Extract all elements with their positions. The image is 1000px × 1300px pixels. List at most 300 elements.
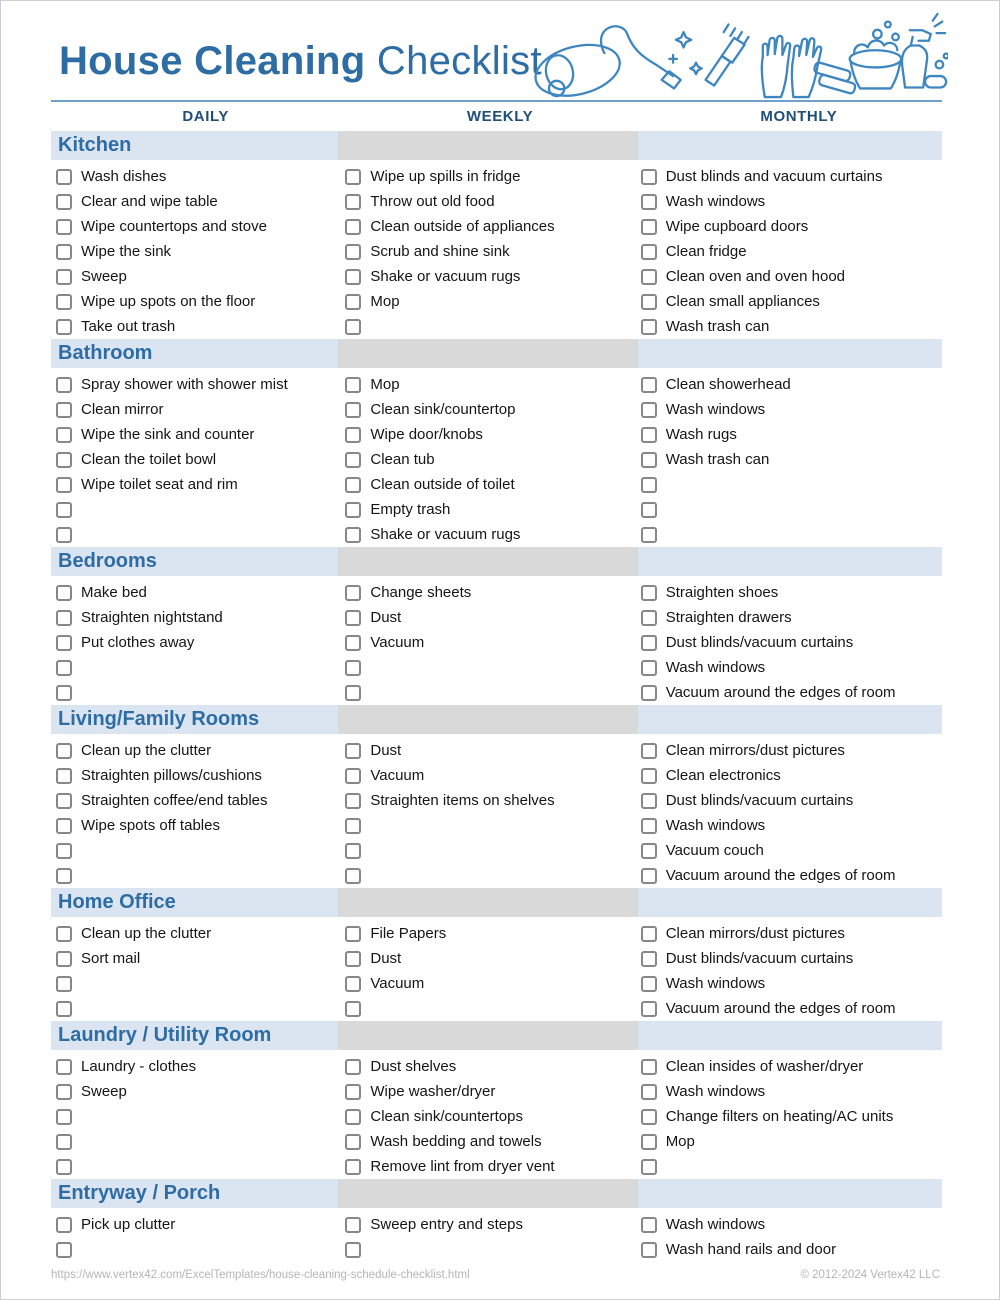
item-label: Wash trash can <box>665 318 770 335</box>
checkbox[interactable] <box>345 818 361 834</box>
checklist-item <box>56 1237 338 1262</box>
checklist-item <box>56 1054 338 1079</box>
checkbox[interactable] <box>641 402 657 418</box>
checklist-item <box>641 264 942 289</box>
checklist-item <box>345 630 637 655</box>
section-entryway-porch <box>51 1179 942 1262</box>
checkbox[interactable] <box>56 1001 72 1017</box>
checklist-item <box>641 372 942 397</box>
section-title: Home Office <box>58 891 176 913</box>
checkbox[interactable] <box>641 951 657 967</box>
checkbox[interactable] <box>345 1159 361 1175</box>
checklist-item <box>56 763 338 788</box>
item-label: Take out trash <box>81 318 176 335</box>
section-header-band <box>51 705 942 734</box>
checkbox[interactable] <box>345 319 361 335</box>
checkbox[interactable] <box>641 1001 657 1017</box>
checkbox[interactable] <box>641 926 657 942</box>
column-monthly <box>638 372 942 547</box>
checkbox[interactable] <box>56 1242 72 1258</box>
checkbox[interactable] <box>345 843 361 859</box>
checklist-item <box>345 1104 637 1129</box>
page-title-bold: House Cleaning <box>59 39 366 83</box>
checkbox[interactable] <box>345 219 361 235</box>
checklist-item <box>56 289 338 314</box>
item-label: Remove lint from dryer vent <box>370 1158 555 1175</box>
item-label: Pick up clutter <box>81 1216 176 1233</box>
item-label: Straighten pillows/cushions <box>81 767 262 784</box>
checkbox[interactable] <box>345 685 361 701</box>
checkbox[interactable] <box>641 585 657 601</box>
item-label: Straighten nightstand <box>81 609 223 626</box>
checklist-item <box>345 497 637 522</box>
checklist-item <box>641 314 942 339</box>
column-monthly <box>638 738 942 888</box>
item-label: Wipe up spills in fridge <box>370 168 521 185</box>
section-columns <box>51 734 942 888</box>
checklist-item <box>641 655 942 680</box>
checkbox[interactable] <box>56 1059 72 1075</box>
checkbox[interactable] <box>56 1217 72 1233</box>
item-label: Straighten drawers <box>665 609 792 626</box>
item-label: Wipe up spots on the floor <box>81 293 256 310</box>
checklist-item <box>56 630 338 655</box>
item-label: Mop <box>370 376 400 393</box>
checklist-item <box>345 946 637 971</box>
column-daily <box>51 921 338 1021</box>
checkbox[interactable] <box>56 452 72 468</box>
checkbox[interactable] <box>56 244 72 260</box>
checkbox[interactable] <box>641 743 657 759</box>
checklist-item <box>641 289 942 314</box>
checkbox[interactable] <box>56 660 72 676</box>
checkbox[interactable] <box>56 685 72 701</box>
checklist-item <box>56 738 338 763</box>
checkbox[interactable] <box>345 660 361 676</box>
item-label: Clean fridge <box>665 243 747 260</box>
checkbox[interactable] <box>641 610 657 626</box>
item-label: Wipe cupboard doors <box>665 218 809 235</box>
checkbox[interactable] <box>345 585 361 601</box>
item-label: Wipe the sink and counter <box>81 426 255 443</box>
checkbox[interactable] <box>641 194 657 210</box>
checkbox[interactable] <box>345 1001 361 1017</box>
checkbox[interactable] <box>56 377 72 393</box>
checklist-item <box>345 971 637 996</box>
checklist-item <box>641 838 942 863</box>
checklist-item <box>641 1054 942 1079</box>
item-label: Make bed <box>81 584 147 601</box>
item-label: Clean mirror <box>81 401 164 418</box>
checkbox[interactable] <box>641 502 657 518</box>
checklist-item <box>345 813 637 838</box>
checklist-item <box>345 763 637 788</box>
checkbox[interactable] <box>345 976 361 992</box>
checklist-item <box>56 580 338 605</box>
checkbox[interactable] <box>641 660 657 676</box>
checkbox[interactable] <box>641 793 657 809</box>
item-label: Straighten coffee/end tables <box>81 792 268 809</box>
checkbox[interactable] <box>56 868 72 884</box>
item-label: Dust <box>370 742 402 759</box>
checklist-item <box>345 996 637 1021</box>
checkbox[interactable] <box>641 685 657 701</box>
column-daily <box>51 580 338 705</box>
checklist-item <box>641 971 942 996</box>
checklist-item <box>56 372 338 397</box>
checkbox[interactable] <box>641 319 657 335</box>
checkbox[interactable] <box>641 427 657 443</box>
item-label: Clean up the clutter <box>81 925 212 942</box>
section-header-band <box>51 339 942 368</box>
checkbox[interactable] <box>641 452 657 468</box>
checkbox[interactable] <box>641 1109 657 1125</box>
checklist-item <box>56 1129 338 1154</box>
item-label: Spray shower with shower mist <box>81 376 288 393</box>
checklist-item <box>641 214 942 239</box>
checkbox[interactable] <box>56 610 72 626</box>
checkbox[interactable] <box>641 294 657 310</box>
checkbox[interactable] <box>56 527 72 543</box>
item-label: Clean the toilet bowl <box>81 451 217 468</box>
item-label: Wash windows <box>665 975 766 992</box>
checkbox[interactable] <box>56 843 72 859</box>
checklist-item <box>56 813 338 838</box>
item-label: Clean mirrors/dust pictures <box>665 742 845 759</box>
section-title-cell <box>51 1179 338 1208</box>
section-columns <box>51 1208 942 1262</box>
item-label: Clean outside of appliances <box>370 218 555 235</box>
checkbox[interactable] <box>56 793 72 809</box>
section-title: Laundry / Utility Room <box>58 1024 272 1046</box>
column-daily <box>51 1212 338 1262</box>
item-label: Vacuum <box>370 767 425 784</box>
checkbox[interactable] <box>641 1059 657 1075</box>
checkbox[interactable] <box>56 743 72 759</box>
checkbox[interactable] <box>56 1084 72 1100</box>
item-label: Wipe washer/dryer <box>370 1083 496 1100</box>
checkbox[interactable] <box>345 1059 361 1075</box>
checkbox[interactable] <box>56 1109 72 1125</box>
checklist-item <box>641 1129 942 1154</box>
band-cell-weekly <box>338 547 637 576</box>
item-label: Wash windows <box>665 401 766 418</box>
section-title: Living/Family Rooms <box>58 708 260 730</box>
item-label: Dust blinds/vacuum curtains <box>665 950 854 967</box>
band-cell-weekly <box>338 339 637 368</box>
item-label: Wipe countertops and stove <box>81 218 267 235</box>
checkbox[interactable] <box>345 610 361 626</box>
checklist-item <box>56 1154 338 1179</box>
column-weekly <box>338 164 637 339</box>
item-label: Laundry - clothes <box>81 1058 197 1075</box>
column-weekly <box>338 1054 637 1179</box>
checkbox[interactable] <box>641 377 657 393</box>
checkbox[interactable] <box>345 269 361 285</box>
checklist-item <box>641 921 942 946</box>
checklist-item <box>641 1237 942 1262</box>
item-label: Change filters on heating/AC units <box>665 1108 894 1125</box>
item-label: Clean electronics <box>665 767 781 784</box>
item-label: Wash windows <box>665 817 766 834</box>
item-label: Wash hand rails and door <box>665 1241 837 1258</box>
checklist-item <box>641 630 942 655</box>
section-title-cell <box>51 1021 338 1050</box>
checkbox[interactable] <box>345 926 361 942</box>
column-header-weekly: WEEKLY <box>466 108 534 125</box>
section-title: Entryway / Porch <box>58 1182 221 1204</box>
checklist-item <box>56 1104 338 1129</box>
checklist-item <box>641 763 942 788</box>
checkbox[interactable] <box>56 768 72 784</box>
checklist-item <box>641 1212 942 1237</box>
checkbox[interactable] <box>345 294 361 310</box>
checkbox[interactable] <box>641 219 657 235</box>
item-label: Clean tub <box>370 451 435 468</box>
checklist-item <box>56 422 338 447</box>
checklist-item <box>641 1154 942 1179</box>
checkbox[interactable] <box>641 818 657 834</box>
item-label: Mop <box>665 1133 695 1150</box>
section-header-band <box>51 547 942 576</box>
checklist-item <box>641 813 942 838</box>
checkbox[interactable] <box>641 1242 657 1258</box>
item-label: Scrub and shine sink <box>370 243 510 260</box>
band-cell-monthly <box>638 888 942 917</box>
item-label: Straighten items on shelves <box>370 792 555 809</box>
section-title-cell <box>51 888 338 917</box>
checklist-item <box>641 472 942 497</box>
checkbox[interactable] <box>56 1134 72 1150</box>
checkbox[interactable] <box>345 1109 361 1125</box>
checklist-item <box>641 1104 942 1129</box>
item-label: Shake or vacuum rugs <box>370 526 521 543</box>
item-label: Vacuum around the edges of room <box>665 684 896 701</box>
item-label: Clean sink/countertops <box>370 1108 523 1125</box>
checkbox[interactable] <box>345 1217 361 1233</box>
item-label: Throw out old food <box>370 193 495 210</box>
checkbox[interactable] <box>345 793 361 809</box>
section-title-cell <box>51 339 338 368</box>
checklist-item <box>345 372 637 397</box>
column-weekly <box>338 1212 637 1262</box>
checklist-item <box>345 189 637 214</box>
item-label: Clean showerhead <box>665 376 791 393</box>
checkbox[interactable] <box>641 169 657 185</box>
checkbox[interactable] <box>56 294 72 310</box>
item-label: Vacuum couch <box>665 842 764 859</box>
item-label: Wipe spots off tables <box>81 817 220 834</box>
checkbox[interactable] <box>641 843 657 859</box>
checkbox[interactable] <box>345 377 361 393</box>
column-monthly <box>638 1212 942 1262</box>
checkbox[interactable] <box>345 635 361 651</box>
item-label: Dust <box>370 950 402 967</box>
checkbox[interactable] <box>56 976 72 992</box>
item-label: Wash dishes <box>81 168 167 185</box>
checkbox[interactable] <box>641 244 657 260</box>
page-title-light: Checklist <box>376 39 542 83</box>
checkbox[interactable] <box>345 1134 361 1150</box>
checkbox[interactable] <box>641 269 657 285</box>
checkbox[interactable] <box>641 635 657 651</box>
checkbox[interactable] <box>345 1242 361 1258</box>
item-label: Change sheets <box>370 584 472 601</box>
checkbox[interactable] <box>56 635 72 651</box>
checkbox[interactable] <box>345 743 361 759</box>
checklist-item <box>56 946 338 971</box>
section-title-cell <box>51 547 338 576</box>
checkbox[interactable] <box>56 818 72 834</box>
checkbox[interactable] <box>56 219 72 235</box>
masthead <box>51 1 942 102</box>
checkbox[interactable] <box>345 169 361 185</box>
item-label: Shake or vacuum rugs <box>370 268 521 285</box>
checklist-item <box>345 164 637 189</box>
checkbox[interactable] <box>345 244 361 260</box>
section-living-family-rooms <box>51 705 942 888</box>
checklist-item <box>56 239 338 264</box>
checklist-item <box>56 788 338 813</box>
item-label: Wash windows <box>665 193 766 210</box>
item-label: Empty trash <box>370 501 451 518</box>
checklist-item <box>345 1054 637 1079</box>
item-label: Wash windows <box>665 1083 766 1100</box>
checklist-item <box>641 422 942 447</box>
checklist-item <box>641 788 942 813</box>
item-label: Clean up the clutter <box>81 742 212 759</box>
item-label: Sweep <box>81 268 127 285</box>
checklist-item <box>345 1237 637 1262</box>
column-monthly <box>638 1054 942 1179</box>
band-cell-weekly <box>338 131 637 160</box>
section-columns <box>51 917 942 1021</box>
band-cell-monthly <box>638 705 942 734</box>
item-label: File Papers <box>370 925 447 942</box>
band-cell-weekly <box>338 1021 637 1050</box>
checkbox[interactable] <box>56 951 72 967</box>
checklist-item <box>56 1079 338 1104</box>
checkbox[interactable] <box>56 477 72 493</box>
checkbox[interactable] <box>56 585 72 601</box>
checkbox[interactable] <box>345 194 361 210</box>
checklist-item <box>56 472 338 497</box>
checklist-item <box>56 921 338 946</box>
checklist-item <box>56 264 338 289</box>
checklist-item <box>641 447 942 472</box>
section-header-band <box>51 131 942 160</box>
checklist-item <box>641 164 942 189</box>
column-daily <box>51 1054 338 1179</box>
item-label: Vacuum <box>370 975 425 992</box>
checkbox[interactable] <box>345 1084 361 1100</box>
checkbox[interactable] <box>345 452 361 468</box>
checkbox[interactable] <box>56 1159 72 1175</box>
section-laundry-utility-room <box>51 1021 942 1179</box>
section-home-office <box>51 888 942 1021</box>
checklist-item <box>345 605 637 630</box>
section-title: Bedrooms <box>58 550 157 572</box>
checklist-item <box>56 1212 338 1237</box>
checklist-item <box>56 397 338 422</box>
checkbox[interactable] <box>641 1084 657 1100</box>
section-kitchen <box>51 131 942 339</box>
checklist-item <box>641 863 942 888</box>
checklist-item <box>345 264 637 289</box>
item-label: Mop <box>370 293 400 310</box>
column-daily <box>51 164 338 339</box>
checkbox[interactable] <box>345 951 361 967</box>
checklist-item <box>641 497 942 522</box>
checkbox[interactable] <box>56 269 72 285</box>
checklist-item <box>56 605 338 630</box>
checkbox[interactable] <box>641 1134 657 1150</box>
checkbox[interactable] <box>345 527 361 543</box>
checklist-item <box>345 472 637 497</box>
checkbox[interactable] <box>641 1159 657 1175</box>
checklist-item <box>345 580 637 605</box>
checkbox[interactable] <box>641 868 657 884</box>
item-label: Wash windows <box>665 659 766 676</box>
column-daily <box>51 738 338 888</box>
checkbox[interactable] <box>641 976 657 992</box>
checkbox[interactable] <box>56 427 72 443</box>
checklist-item <box>345 422 637 447</box>
checkbox[interactable] <box>641 768 657 784</box>
section-bathroom <box>51 339 942 547</box>
checkbox[interactable] <box>345 477 361 493</box>
band-cell-weekly <box>338 888 637 917</box>
item-label: Sweep <box>81 1083 127 1100</box>
checkbox[interactable] <box>345 868 361 884</box>
column-monthly <box>638 921 942 1021</box>
checkbox[interactable] <box>56 169 72 185</box>
checkbox[interactable] <box>56 319 72 335</box>
column-daily <box>51 372 338 547</box>
item-label: Clean mirrors/dust pictures <box>665 925 845 942</box>
checklist-item <box>56 680 338 705</box>
item-label: Wipe the sink <box>81 243 172 260</box>
checkbox[interactable] <box>56 502 72 518</box>
checkbox[interactable] <box>641 1217 657 1233</box>
item-label: Put clothes away <box>81 634 195 651</box>
checkbox[interactable] <box>345 768 361 784</box>
sections-container <box>51 131 942 1262</box>
column-monthly <box>638 164 942 339</box>
column-weekly <box>338 372 637 547</box>
band-cell-monthly <box>638 131 942 160</box>
checklist-item <box>641 996 942 1021</box>
item-label: Dust blinds/vacuum curtains <box>665 792 854 809</box>
band-cell-weekly <box>338 1179 637 1208</box>
item-label: Clean insides of washer/dryer <box>665 1058 864 1075</box>
checkbox[interactable] <box>345 402 361 418</box>
checkbox[interactable] <box>641 527 657 543</box>
checkbox[interactable] <box>641 477 657 493</box>
checkbox[interactable] <box>345 502 361 518</box>
checkbox[interactable] <box>345 427 361 443</box>
checkbox[interactable] <box>56 402 72 418</box>
checklist-item <box>345 289 637 314</box>
checkbox[interactable] <box>56 926 72 942</box>
item-label: Wash trash can <box>665 451 770 468</box>
item-label: Clean sink/countertop <box>370 401 516 418</box>
item-label: Dust <box>370 609 402 626</box>
checklist-item <box>641 580 942 605</box>
checklist-item <box>56 314 338 339</box>
checkbox[interactable] <box>56 194 72 210</box>
item-label: Clean outside of toilet <box>370 476 515 493</box>
